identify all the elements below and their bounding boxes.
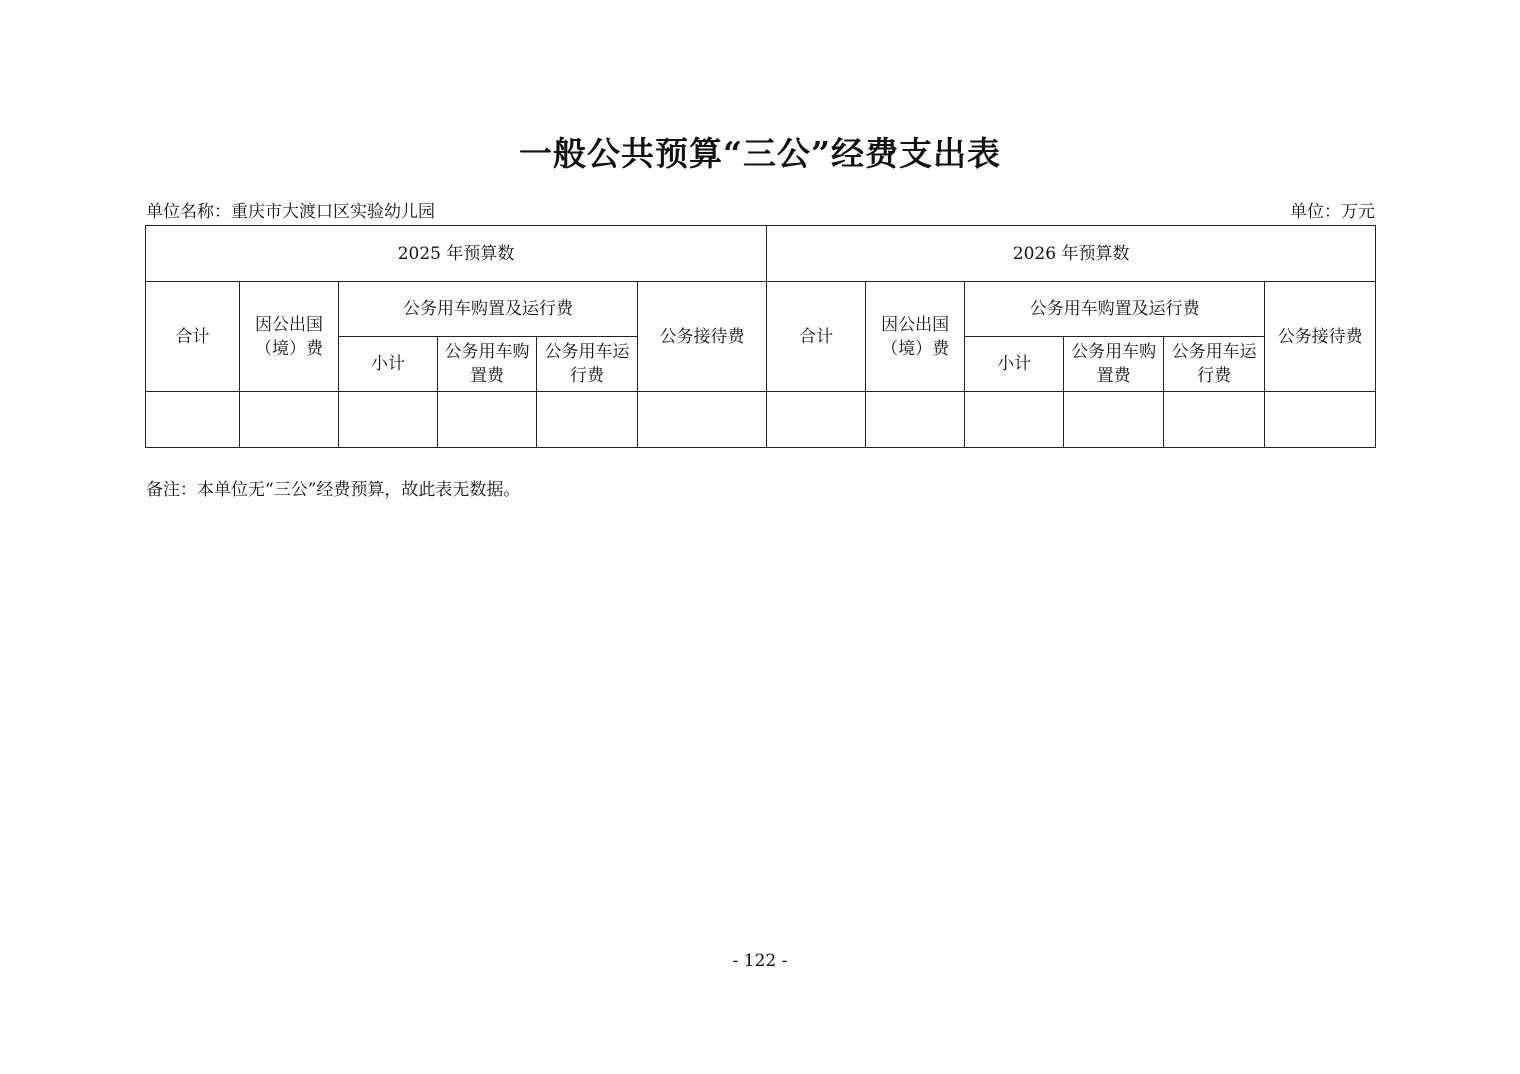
header-reception-2025: 公务接待费 (638, 282, 767, 392)
header-car-2025: 公务用车购置及运行费 (339, 282, 638, 337)
group-header-row (146, 226, 1376, 282)
table-cell (866, 392, 965, 448)
table-cell (438, 392, 537, 448)
table-cell (146, 392, 240, 448)
header-car-operation-2026: 公务用车运行费 (1164, 337, 1265, 392)
table-cell (767, 392, 866, 448)
header-reception-2026: 公务接待费 (1265, 282, 1376, 392)
table-cell (240, 392, 339, 448)
group-header-2026: 2026 年预算数 (767, 226, 1376, 282)
header-total-2025: 合计 (146, 282, 240, 392)
header-car-operation-2025: 公务用车运行费 (537, 337, 638, 392)
table-cell (638, 392, 767, 448)
page-title: 一般公共预算“三公”经费支出表 (519, 134, 1001, 173)
table-cell (1265, 392, 1376, 448)
header-total-2026: 合计 (767, 282, 866, 392)
header-subtotal-2025: 小计 (339, 337, 438, 392)
header-subtotal-2026: 小计 (965, 337, 1064, 392)
header-car-purchase-2025: 公务用车购置费 (438, 337, 537, 392)
unit-name-label: 单位名称：重庆市大渡口区实验幼儿园 (146, 202, 435, 222)
table-cell (1164, 392, 1265, 448)
table-cell (1064, 392, 1164, 448)
page-number: - 122 - (732, 951, 788, 971)
table-cell (537, 392, 638, 448)
table-row (146, 392, 1376, 448)
header-abroad-2026: 因公出国（境）费 (866, 282, 965, 392)
header-car-2026: 公务用车购置及运行费 (965, 282, 1265, 337)
header-abroad-2025: 因公出国（境）费 (240, 282, 339, 392)
remark-note: 备注：本单位无“三公”经费预算，故此表无数据。 (146, 480, 521, 500)
table-cell (339, 392, 438, 448)
group-header-2025: 2025 年预算数 (146, 226, 767, 282)
unit-label: 单位：万元 (1290, 202, 1375, 222)
budget-table (145, 225, 1376, 448)
column-header-row (146, 282, 1376, 337)
table-cell (965, 392, 1064, 448)
header-car-purchase-2026: 公务用车购置费 (1064, 337, 1164, 392)
